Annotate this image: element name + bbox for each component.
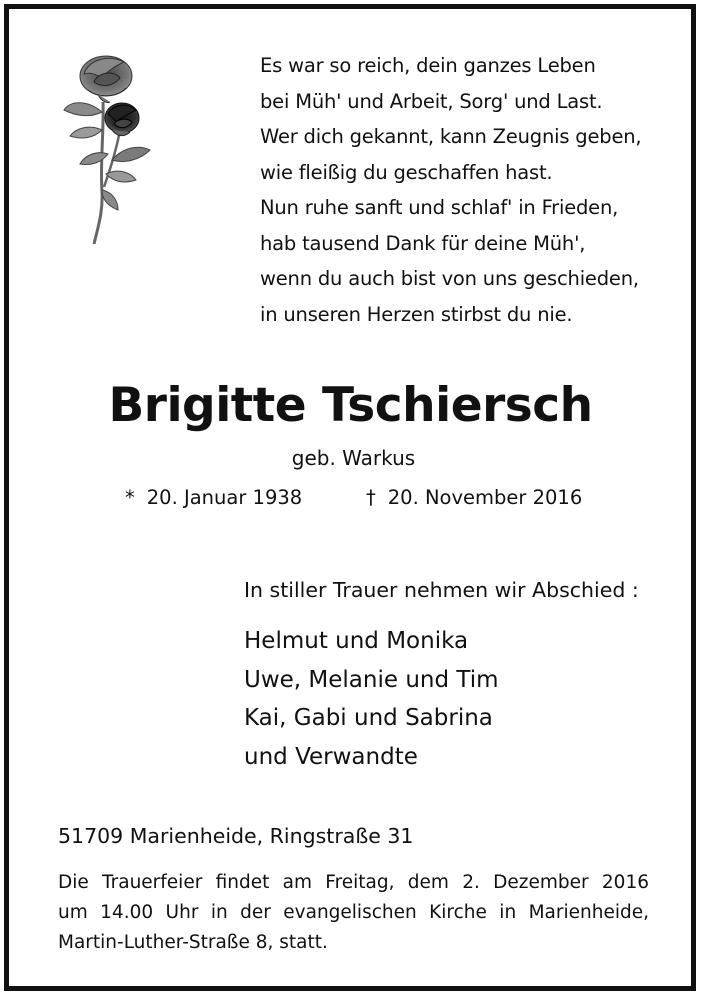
poem xyxy=(260,48,680,332)
mourners-intro: In stiller Trauer nehmen wir Abschied : xyxy=(244,578,639,602)
deceased-name: Brigitte Tschiersch xyxy=(108,378,593,433)
poem-line: Es war so reich, dein ganzes Leben xyxy=(260,54,596,77)
service-line: Die Trauerfeier findet am Freitag, dem 2. Dezember 2016 xyxy=(58,872,649,893)
poem-line: bei Müh' und Arbeit, Sorg' und Last. xyxy=(260,89,603,113)
poem-line: wenn du auch bist von uns geschieden, xyxy=(260,267,639,290)
poem-line: Nun ruhe sanft und schlaf' in Frieden, xyxy=(260,196,619,219)
poem-line: in unseren Herzen stirbst du nie. xyxy=(260,302,573,326)
birth-symbol: * xyxy=(125,486,135,509)
birth-date: 20. Januar 1938 xyxy=(146,486,303,509)
poem-line: Wer dich gekannt, kann Zeugnis geben, xyxy=(260,125,642,148)
death-date: 20. November 2016 xyxy=(387,486,583,509)
mourners-list xyxy=(244,622,499,776)
life-dates xyxy=(0,486,707,516)
poem-line: wie fleißig du geschaffen hast. xyxy=(260,160,553,184)
birth-date-group xyxy=(125,486,302,509)
rose-icon xyxy=(58,52,168,248)
service-info xyxy=(58,868,649,958)
mourner-entry: Kai, Gabi und Sabrina xyxy=(244,705,493,731)
maiden-name: geb. Warkus xyxy=(291,446,416,470)
service-line: um 14.00 Uhr in der evangelischen Kirche in Marienheide, xyxy=(58,902,649,923)
address: 51709 Marienheide, Ringstraße 31 xyxy=(58,824,414,848)
service-line: Martin-Luther-Straße 8, statt. xyxy=(58,932,328,953)
death-symbol: † xyxy=(366,486,376,509)
death-date-group xyxy=(366,486,582,509)
poem-line: hab tausend Dank für deine Müh', xyxy=(260,231,586,255)
mourner-entry: Helmut und Monika xyxy=(244,628,469,654)
mourner-entry: und Verwandte xyxy=(244,743,418,770)
mourner-entry: Uwe, Melanie und Tim xyxy=(244,666,499,693)
